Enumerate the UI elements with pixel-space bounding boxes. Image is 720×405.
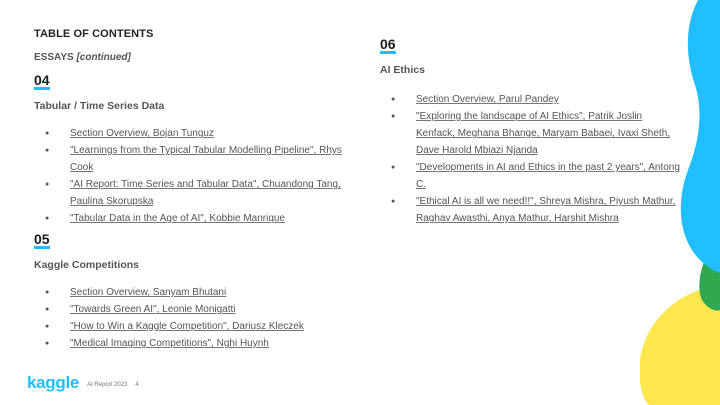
section-number: 04 (34, 72, 50, 88)
list-item (380, 193, 680, 227)
blob-blue (681, 0, 720, 273)
list-item (380, 91, 680, 108)
list-item (34, 125, 354, 142)
toc-link[interactable]: "Developments in AI and Ethics in the past 2 years", Antong C. (416, 162, 680, 190)
list-item (380, 159, 680, 193)
toc-link[interactable]: "How to Win a Kaggle Competition", Dariusz Kleczek (70, 321, 304, 332)
page-number: 4 (135, 382, 139, 388)
list-item (34, 176, 354, 210)
toc-link[interactable]: "AI Report: Time Series and Tabular Data", Chuandong Tang, Paulina Skorupska (70, 179, 341, 207)
section-title: AI Ethics (380, 64, 425, 76)
toc-link[interactable]: Section Overview, Parul Pandey (416, 94, 559, 105)
list-item (34, 335, 354, 352)
essays-continued: [continued] (76, 52, 131, 63)
report-label: AI Report 2023 (87, 382, 128, 388)
section-number: 06 (380, 36, 396, 52)
toc-link[interactable]: "Learnings from the Typical Tabular Modelling Pipeline", Rhys Cook (70, 145, 342, 173)
toc-link[interactable]: "Medical Imaging Competitions", Nghi Huynh (70, 338, 269, 349)
section-item-list (380, 91, 680, 227)
page-footer (27, 375, 139, 391)
section-item-list (34, 125, 354, 227)
section-06 (380, 36, 680, 227)
section-05 (34, 231, 354, 352)
toc-link[interactable]: "Exploring the landscape of AI Ethics", Patrik Joslin Kenfack, Meghana Bhange, Maryam Babaei, Ivaxi Sheth, Dave Harold Mbiazi Njanda (416, 111, 671, 156)
list-item (380, 108, 680, 159)
toc-link[interactable]: "Ethical AI is all we need!!", Shreya Mishra, Piyush Mathur, Raghav Awasthi, Anya Mathur, Harshit Mishra (416, 196, 676, 224)
toc-link[interactable]: "Towards Green AI", Leonie Monigatti (70, 304, 236, 315)
list-item (34, 318, 354, 335)
left-column (34, 28, 354, 352)
toc-link[interactable]: Section Overview, Sanyam Bhutani (70, 287, 227, 298)
section-item-list (34, 284, 354, 352)
toc-link[interactable]: "Tabular Data in the Age of AI", Kobbie Manrique (70, 213, 286, 224)
toc-link[interactable]: Section Overview, Bojan Tunguz (70, 128, 214, 139)
essays-text: ESSAYS (34, 52, 74, 63)
list-item (34, 142, 354, 176)
list-item (34, 284, 354, 301)
right-column (380, 36, 680, 227)
kaggle-logo: kaggle (27, 373, 80, 392)
toc-title: TABLE OF CONTENTS (34, 28, 154, 40)
list-item (34, 210, 354, 227)
list-item (34, 301, 354, 318)
section-04 (34, 72, 354, 227)
essays-label (34, 52, 354, 63)
section-title: Tabular / Time Series Data (34, 100, 165, 112)
section-title: Kaggle Competitions (34, 259, 140, 271)
section-number: 05 (34, 231, 50, 247)
